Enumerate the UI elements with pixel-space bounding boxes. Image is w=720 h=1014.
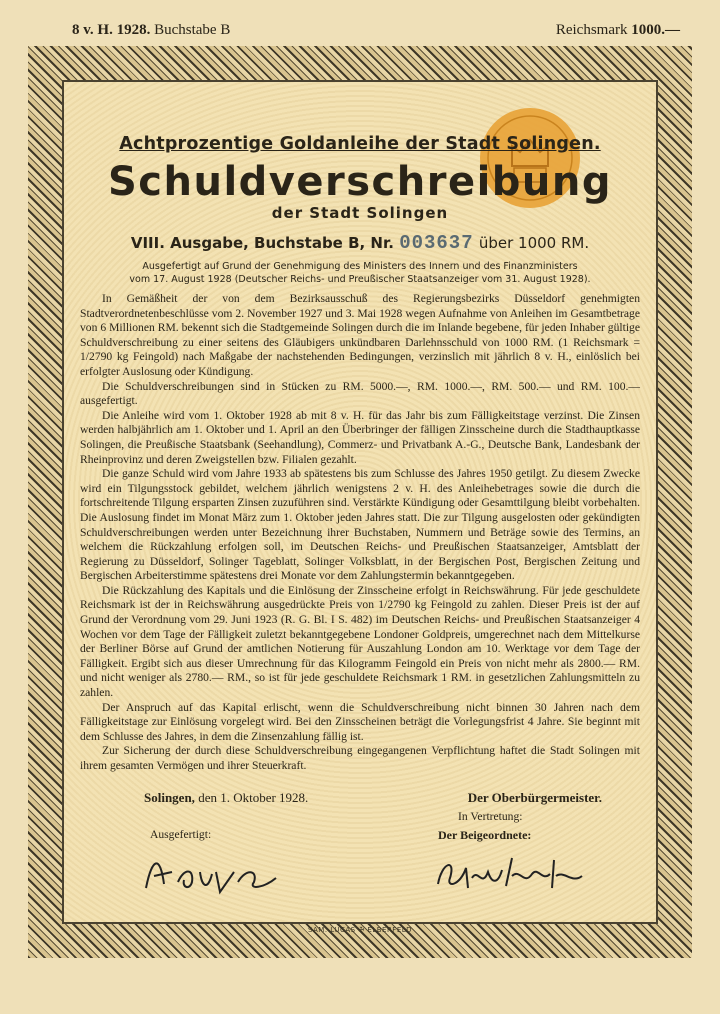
paragraph: Der Anspruch auf das Kapital erlischt, wenn die Schuldverschreibung nicht binnen 30 Jahren nach dem Fälligkeitstage zur Einlösung vorgelegt wird. Bei den Zinsscheinen beträgt die Vorlegungsfrist 4 Jahre. Sie beginnt mit dem Schlusse des Jahres, in dem die Zinsenzahlung fällig ist. xyxy=(80,700,640,743)
executed-label: Ausgefertigt: xyxy=(150,827,212,841)
place: Solingen, xyxy=(144,789,195,805)
interest-label: 8 v. H. 1928. xyxy=(72,22,151,38)
main-title: Schuldverschreibung xyxy=(107,159,613,205)
place-date xyxy=(144,790,308,806)
approval-line-2: vom 17. August 1928 (Deutscher Reichs- und Preußischer Staatsanzeiger vom 31. August 1928). xyxy=(129,274,591,285)
beigeordnete-label: Der Beigeordnete: xyxy=(438,827,532,842)
signature-block xyxy=(80,790,640,910)
approval-note xyxy=(80,260,640,286)
printer-imprint: SAM. LUCAS ✠ ELBERFELD xyxy=(307,926,413,934)
header-left xyxy=(72,22,230,39)
handwritten-signature-left xyxy=(138,848,288,898)
paragraph: Die Schuldverschreibungen sind in Stücken zu RM. 5000.—, RM. 1000.—, RM. 500.— und RM. 100.— ausgefertigt. xyxy=(80,379,640,408)
denomination: 1000.— xyxy=(631,22,680,38)
deputy-label: In Vertretung: xyxy=(458,809,523,823)
issue-prefix: VIII. Ausgabe, Buchstabe B, Nr. xyxy=(130,234,394,252)
handwritten-signature-right xyxy=(432,848,592,898)
header-bar xyxy=(0,16,720,46)
paragraph: Die ganze Schuld wird vom Jahre 1933 ab spätestens bis zum Schlusse des Jahres 1950 getilgt. Zu diesem Zwecke wird ein Tilgungsstock gebildet, welchem jährlich wenigstens 2 v. H. des Anleihebetrages sowie die durch die fortschreitende Tilgung ersparten Zinsen zuzuführen sind. Verstärkte Kündigung oder Gesamttilgung bleibt vorbehalten. Die Auslosung findet im Monat März zum 1. Oktober jeden Jahres statt. Die zur Tilgung ausgelosten oder gekündigten Schuldverschreibungen werden unter Bezeichnung ihrer Buchstaben, Nummern und Beträge sowie des Termins, an welchem die Rückzahlung erfolgen soll, im Deutschen Reichs- und Preußischen Staatsanzeiger, Amtsblatt der Regierung zu Düsseldorf, Solinger Tageblatt, Solinger Volksblatt, in der Bergischen Post, Bergischen Zeitung und Bergischen Arbeiterstimme spätestens drei Monate vor dem Zahlungstermin bekanntgegeben. xyxy=(80,467,640,583)
paragraph: Zur Sicherung der durch diese Schuldverschreibung eingegangenen Verpflichtung haftet die Stadt Solingen mit ihrem gesamten Vermögen und ihrer Steuerkraft. xyxy=(80,744,640,772)
terms-text xyxy=(80,292,640,774)
currency-label: Reichsmark xyxy=(555,22,628,38)
paragraph: Die Rückzahlung des Kapitals und die Einlösung der Zinsscheine erfolgt in Reichswährung. Für jede geschuldete Reichsmark ist der in Reichswährung ausgedrückte Preis von 1/2790 kg Feingold zu zahlen. Dieser Preis ist der auf Grund der Verordnung vom 29. Juni 1923 (R. G. Bl. I S. 482) im Deutschen Reichs- und Preußischen Staatsanzeiger 4 Wochen vor dem Tage der Fälligkeit zuletzt bekanntgegebene Londoner Goldpreis, umgerechnet nach dem Mittelkurse der Berliner Börse auf Grund der amtlichen Notierung für Auszahlung London am 10. Werktage vor dem Tage der Fälligkeit. Ergibt sich aus dieser Umrechnung für das Kilogramm Feingold ein Preis von nicht mehr als 2800.— RM. und nicht weniger als 2780.— RM., so ist für jede geschuldete Reichsmark 1 RM. in gesetzlichen Zahlungsmitteln zu zahlen. xyxy=(80,583,640,700)
mayor-title: Der Oberbürgermeister. xyxy=(467,789,602,805)
paragraph: Die Anleihe wird vom 1. Oktober 1928 ab mit 8 v. H. für das Jahr bis zum Fälligkeitstage verzinst. Die Zinsen werden halbjährlich am 1. Oktober und 1. April an den Überbringer der fälligen Zinsscheine durch die Stadthauptkasse Solingen, die Preußische Staatsbank (Seehandlung), Commerz- und Privatbank A.-G., Deutsche Bank, Landesbank der Rheinprovinz und deren Zweigstellen bzw. Filialen gezahlt. xyxy=(80,408,640,466)
header-right xyxy=(556,22,680,39)
date: den 1. Oktober 1928. xyxy=(198,789,309,805)
paragraph: In Gemäßheit der von dem Bezirksausschuß des Regierungsbezirks Düsseldorf genehmigten Stadtverordnetenbeschlüsse vom 2. November 1927 und 3. Mai 1928 wegen Aufnahme von Anleihen im Gesamtbetrage von 6 Millionen RM. bekennt sich die Stadtgemeinde Solingen durch die im Inlande begebene, für jeden Inhaber gültige Schuldverschreibung zu einer seitens des Gläubigers unkündbaren Darlehnsschuld von 1000 RM. (1 Reichsmark = 1/2790 kg Feingold) nach Maßgabe der nachstehenden Bedingungen, verzinslich mit jährlich 8 v. H., einlöslich bei erfolgter Auslosung oder Kündigung. xyxy=(80,292,640,378)
letter-label: Buchstabe B xyxy=(154,22,231,38)
approval-line-1: Ausgefertigt auf Grund der Genehmigung des Ministers des Innern und des Finanzministers xyxy=(142,261,578,272)
issue-line xyxy=(80,232,640,254)
loan-title: Achtprozentige Goldanleihe der Stadt Solingen. xyxy=(119,134,601,154)
subtitle: der Stadt Solingen xyxy=(271,204,449,222)
certificate-body xyxy=(80,120,640,910)
serial-number: 003637 xyxy=(399,232,474,254)
issue-suffix: über 1000 RM. xyxy=(478,234,590,252)
